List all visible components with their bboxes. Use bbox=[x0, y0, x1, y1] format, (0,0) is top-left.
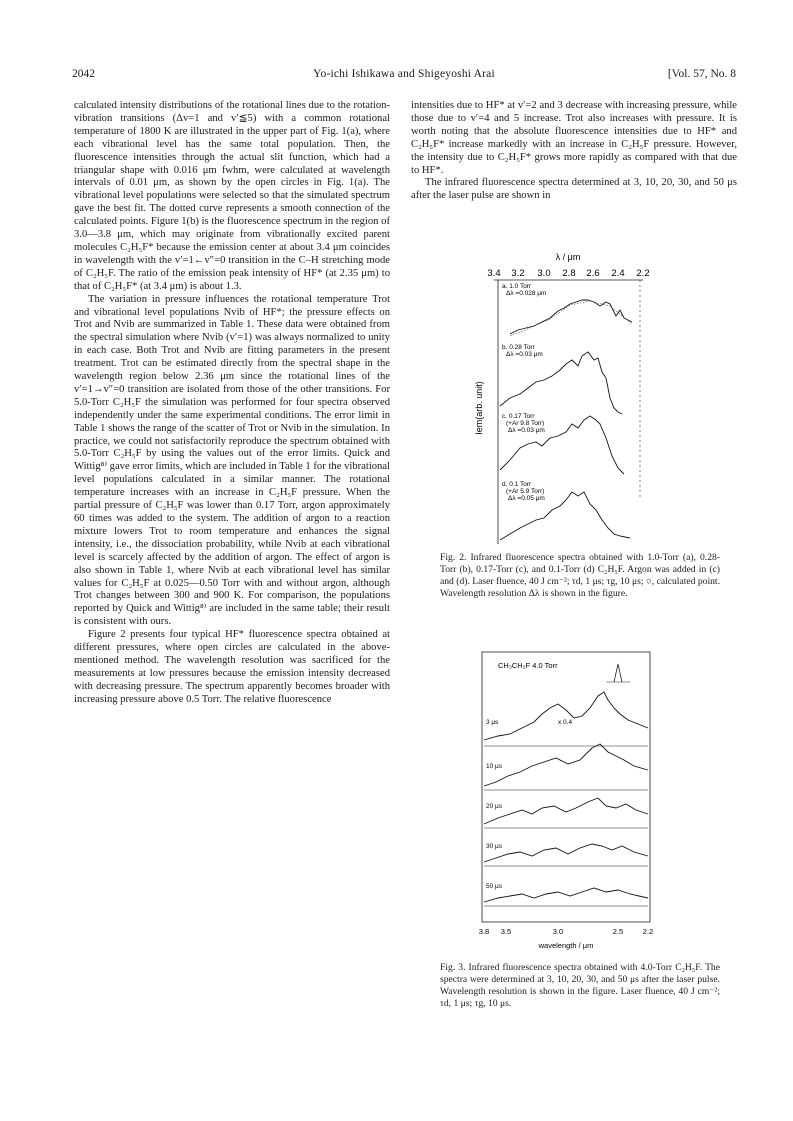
panel-label: 20 μs bbox=[486, 803, 503, 810]
spectrum-trace bbox=[484, 888, 648, 902]
page-number: 2042 bbox=[72, 68, 95, 80]
tick-label: 3.5 bbox=[500, 927, 512, 936]
panel-resolution: Δλ =0.03 μm bbox=[506, 351, 543, 358]
tick-label: 3.0 bbox=[537, 268, 551, 279]
panel-resolution: Δλ =0.03 μm bbox=[508, 427, 545, 434]
spectrum-trace bbox=[510, 300, 632, 334]
left-column bbox=[74, 100, 390, 707]
panel-label: 30 μs bbox=[486, 843, 503, 850]
right-column bbox=[411, 100, 737, 203]
tick-label: 2.4 bbox=[611, 268, 625, 279]
fig2-y-label: Iem(arb. unit) bbox=[474, 381, 484, 435]
calculated-points bbox=[510, 301, 632, 336]
resolution-triangle bbox=[614, 664, 622, 682]
panel-label: a. 1.0 Torr bbox=[502, 283, 532, 290]
paragraph: intensities due to HF* at v′=2 and 3 decrease with increasing pressure, while those due to v′=4 and 5 increase. Trot also increases with pressure. It is worth noting that the absolute fluorescence intensities due to HF* and C₂H₅F* increase markedly with an increase in C₂H₅F pressure. However, the intensity due to C₂H₅F* grows more rapidly as compared with that due to HF*. bbox=[411, 100, 737, 176]
fig3-bottom-ticks bbox=[479, 927, 653, 936]
fig3-x-label: wavelength / μm bbox=[538, 941, 594, 950]
panel-extra: (+Ar 9.8 Torr) bbox=[506, 420, 545, 427]
fig2-top-axis-label: λ / μm bbox=[555, 252, 581, 262]
fig3-title: CH₃CH₂F 4.0 Torr bbox=[498, 661, 558, 670]
running-header bbox=[72, 68, 736, 86]
paragraph: Figure 2 presents four typical HF* fluorescence spectra obtained at different pressures, where open circles are calculated in the above-mentioned method. The wavelength resolution was sacrificed for the measurements at low pressures because the emission intensity decreased with decreasing pressure. The spectrum apparently becomes broader with increasing pressure above 0.5 Torr. The relative fluorescence bbox=[74, 629, 390, 705]
tick-label: 3.0 bbox=[552, 927, 564, 936]
fig3-panel-10us bbox=[484, 744, 648, 790]
panel-extra: (+Ar 5.9 Torr) bbox=[506, 488, 545, 495]
fig2-panel-d bbox=[500, 481, 630, 540]
fig2-panel-c bbox=[500, 413, 624, 474]
panel-resolution: Δλ =0.028 μm bbox=[506, 290, 547, 297]
paragraph: calculated intensity distributions of the rotational lines due to the rotation-vibration transitions (Δv=1 and v′≦5) with a common rotational temperature of 1800 K are illustrated in the upper part of Fig. 1(a), where each vibrational level has the same total population. Then, the fluorescence intensities through the actual slit function, which had a triangular shape with 0.016 μm fwhm, were calculated at wavelength intervals of 0.01 μm, as shown by the open circles in Fig. 1(a). The vibrational level populations were selected so that the simulated spectrum gave the best fit. The dotted curve represents a smooth connection of the calculated points. Figure 1(b) is the fluorescence spectrum in the region of 3.0—3.8 μm, which may originate from vibrationally excited parent molecules C₂H₅F* because the emission center at about 3.4 μm coincides in wavelength with the v′=1←v″=0 transition in the C–H stretching mode of C₂H₅F. The ratio of the emission peak intensity of HF* (at 2.35 μm) to that of C₂H₅F* (at 3.4 μm) is about 1.3. bbox=[74, 100, 390, 292]
fig3-panel-50us bbox=[484, 883, 648, 906]
fig2-top-ticks bbox=[487, 268, 649, 279]
figure-2-caption: Fig. 2. Infrared fluorescence spectra obtained with 1.0-Torr (a), 0.28-Torr (b), 0.17-Torr (c), and 0.1-Torr (d) C₂H₅F. Argon was added in (c) and (d). Laser fluence, 40 J cm⁻²; τd, 1 μs; τg, 10 μs; ○, calculated point. Wavelength resolution Δλ is shown in the figure. bbox=[440, 552, 720, 599]
volume-info: [Vol. 57, No. 8 bbox=[667, 68, 736, 80]
fig3-panel-3us bbox=[484, 692, 648, 746]
panel-label: 50 μs bbox=[486, 883, 503, 890]
fig2-panel-b bbox=[500, 344, 622, 414]
tick-label: 3.4 bbox=[487, 268, 501, 279]
figure-2 bbox=[470, 248, 670, 548]
fig3-panel-30us bbox=[484, 843, 648, 866]
spectrum-trace bbox=[500, 352, 622, 414]
paragraph: The variation in pressure influences the rotational temperature Trot and vibrational level populations Nvib of HF*; the pressure effects on Trot and Nvib are summarized in Table 1. These data were obtained from the spectral simulation where Nvib (v′=1) was always normalized to unity in each case. Both Trot and Nvib are fitting parameters in the present treatment. Trot can be estimated directly from the spectral shape in the wavelength region below 2.36 μm since the rotational lines of the v′=1→v″=0 transition are isolated from those of the other transitions. For 5.0-Torr C₂H₅F the simulation was performed for four spectra observed independently under the same experimental conditions. The error limit in Table 1 shows the range of the scatter of Trot or Nvib in the simulation. In practice, we could not satisfactorily reproduce the spectrum obtained with 5.0-Torr C₂H₅F by using the values out of the error limits. Quick and Wittig⁸⁾ gave error limits, which are included in Table 1 for the vibrational level populations calculated in a similar manner. The rotational temperature increases with an increase in C₂H₅F pressure. When the partial pressure of C₂H₅F was lower than 0.17 Torr, argon approximately 60 times was added to the system. The addition of argon to a reaction mixture lowers Trot to room temperature and enhances the signal intensity, i.e., the dissociation probability, while Nvib at each vibrational level is scarcely affected by the addition of argon. The effect of argon is also shown in Table 1, where Nvib at each vibrational level has similar values for C₂H₅F at 0.025—0.50 Torr with and without argon, although Trot changes between 300 and 900 K. For comparison, the populations reported by Quick and Wittig⁸⁾ are included in the same table; their result is consistent with ours. bbox=[74, 293, 390, 628]
figure-3 bbox=[478, 648, 658, 954]
panel-label: d. 0.1 Torr bbox=[502, 481, 532, 488]
panel-label: 3 μs bbox=[486, 719, 499, 726]
tick-label: 2.6 bbox=[586, 268, 600, 279]
spectrum-trace bbox=[484, 692, 648, 740]
tick-label: 3.2 bbox=[511, 268, 525, 279]
paragraph: The infrared fluorescence spectra determined at 3, 10, 20, 30, and 50 μs after the laser pulse are shown in bbox=[411, 177, 737, 202]
fig2-panel-a bbox=[502, 283, 632, 336]
scale-note: x 0.4 bbox=[558, 719, 573, 726]
spectrum-trace bbox=[484, 798, 648, 824]
tick-label: 2.2 bbox=[642, 927, 654, 936]
fig3-panel-20us bbox=[484, 798, 648, 828]
tick-label: 2.8 bbox=[562, 268, 576, 279]
tick-label: 2.5 bbox=[612, 927, 624, 936]
running-authors: Yo-ichi Ishikawa and Shigeyoshi Arai bbox=[313, 68, 495, 80]
panel-label: c. 0.17 Torr bbox=[502, 413, 535, 420]
fig3-frame bbox=[482, 652, 650, 922]
spectrum-trace bbox=[484, 744, 648, 786]
panel-resolution: Δλ =0.05 μm bbox=[508, 495, 545, 502]
spectrum-trace bbox=[484, 844, 648, 862]
figure-3-caption: Fig. 3. Infrared fluorescence spectra obtained with 4.0-Torr C₂H₅F. The spectra were determined at 3, 10, 20, 30, and 50 μs after the laser pulse. Wavelength resolution is shown in the figure. Laser fluence, 40 J cm⁻²; τd, 1 μs; τg, 10 μs. bbox=[440, 962, 720, 1009]
panel-label: b. 0.28 Torr bbox=[502, 344, 535, 351]
panel-label: 10 μs bbox=[486, 763, 503, 770]
tick-label: 3.8 bbox=[478, 927, 490, 936]
tick-label: 2.2 bbox=[636, 268, 650, 279]
